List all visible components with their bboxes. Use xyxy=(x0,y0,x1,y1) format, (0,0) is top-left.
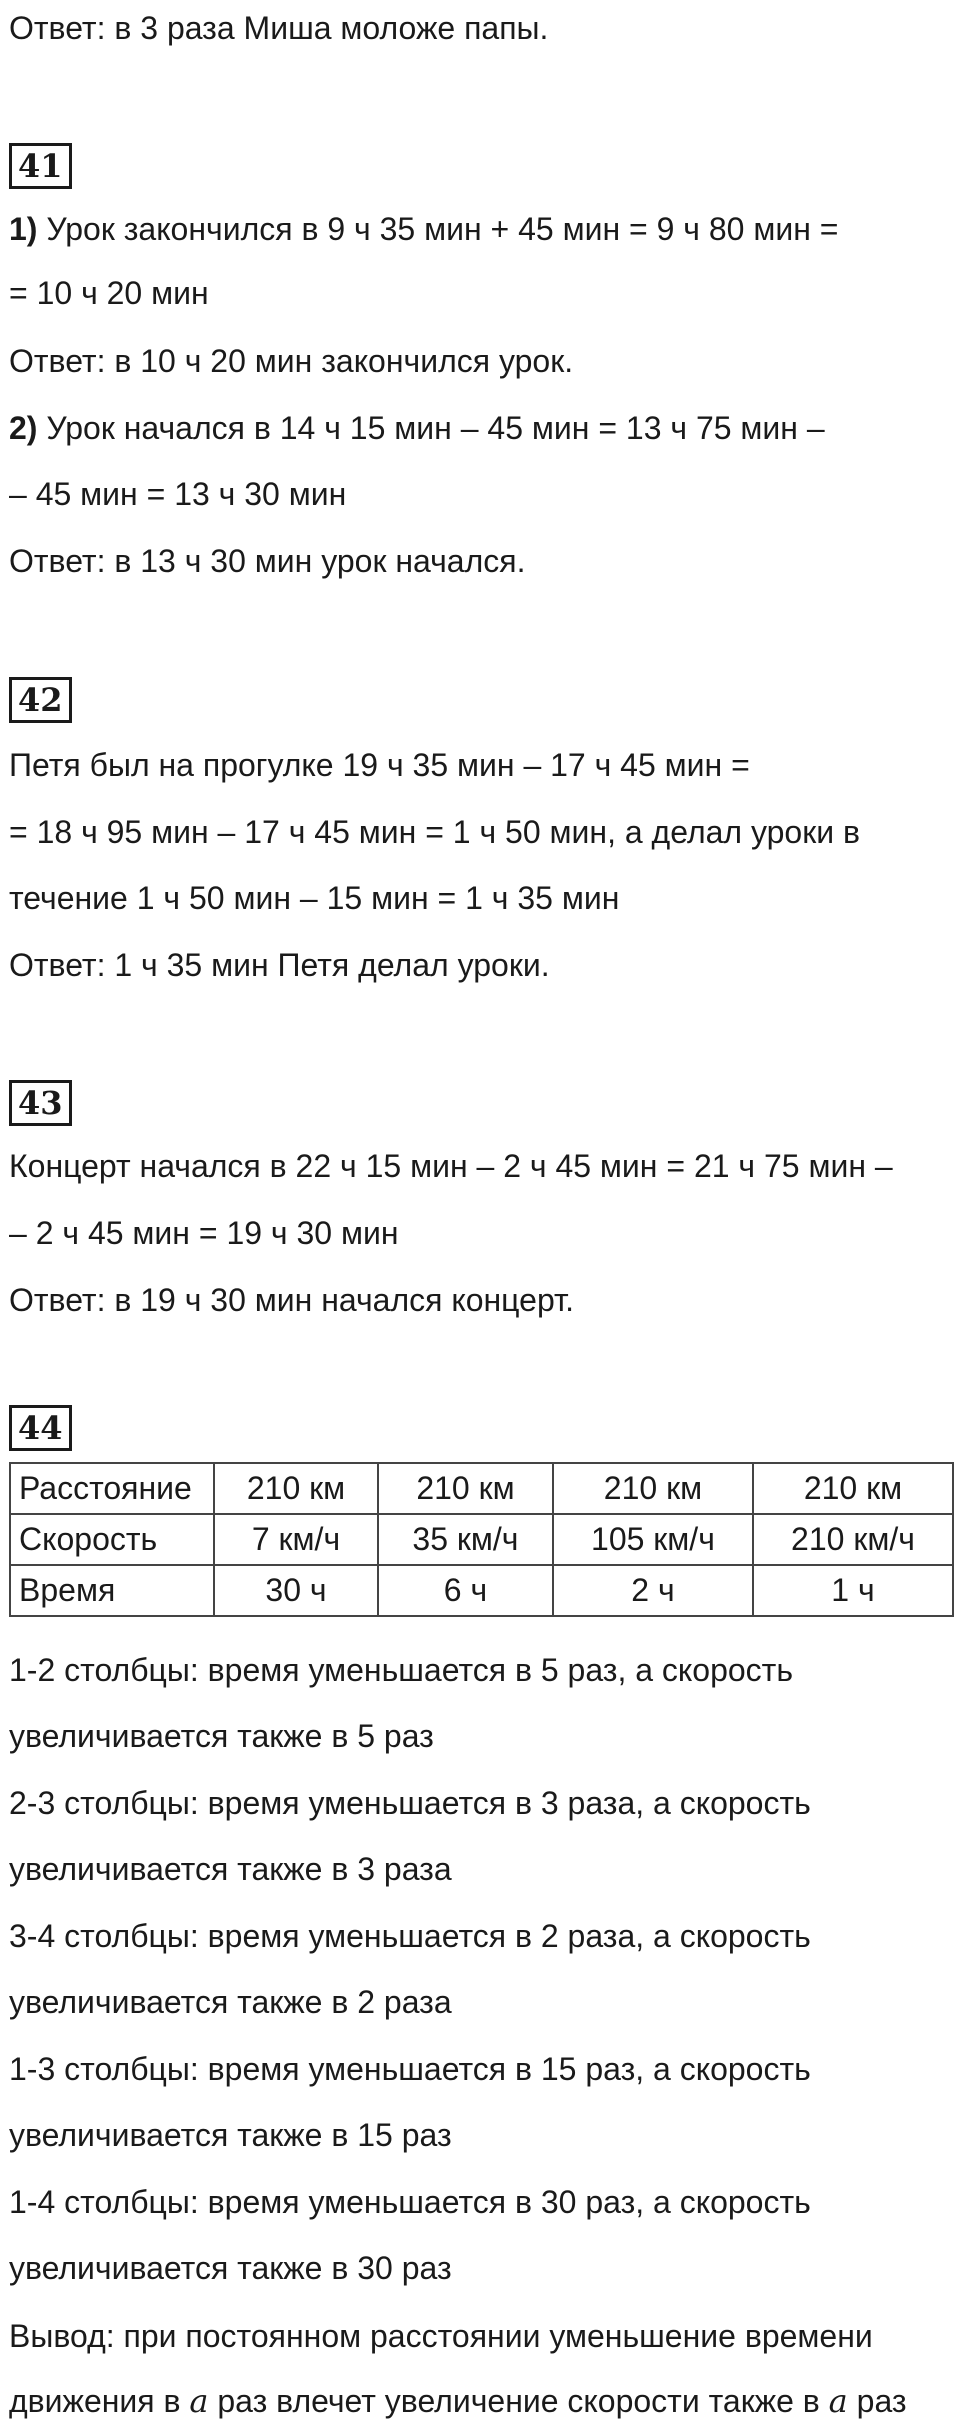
table-cell: 210 км xyxy=(753,1463,953,1514)
conclusion-text-start: движения в xyxy=(9,2383,190,2419)
task-44-note-10: увеличивается также в 30 раз xyxy=(9,2250,452,2286)
table-cell: 210 км xyxy=(553,1463,753,1514)
math-variable-a: a xyxy=(189,2382,209,2420)
table-cell: 210 км xyxy=(214,1463,378,1514)
table-row-speed xyxy=(10,1514,953,1565)
task-44-note-1: 1-2 столбцы: время уменьшается в 5 раз, а скорость xyxy=(9,1652,793,1688)
task-42-line3: течение 1 ч 50 мин – 15 мин = 1 ч 35 мин xyxy=(9,880,620,916)
table-cell: 2 ч xyxy=(553,1565,753,1616)
task-41-part1-text: Урок закончился в 9 ч 35 мин + 45 мин = 9 ч 80 мин = xyxy=(37,211,839,247)
task-42-line2: = 18 ч 95 мин – 17 ч 45 мин = 1 ч 50 мин, а делал уроки в xyxy=(9,814,860,850)
task-43-line2: – 2 ч 45 мин = 19 ч 30 мин xyxy=(9,1215,399,1251)
task-44-number: 44 xyxy=(9,1405,72,1451)
task-44-note-4: увеличивается также в 3 раза xyxy=(9,1851,452,1887)
task-44-conclusion-line1: Вывод: при постоянном расстоянии уменьшение времени xyxy=(9,2318,873,2354)
task-44-note-7: 1-3 столбцы: время уменьшается в 15 раз, а скорость xyxy=(9,2051,811,2087)
conclusion-text-mid: раз влечет увеличение скорости также в xyxy=(208,2383,829,2419)
table-cell: 7 км/ч xyxy=(214,1514,378,1565)
task-41-part2-answer: Ответ: в 13 ч 30 мин урок начался. xyxy=(9,543,526,579)
table-row-distance xyxy=(10,1463,953,1514)
task-44-note-8: увеличивается также в 15 раз xyxy=(9,2117,452,2153)
math-variable-a: a xyxy=(828,2382,848,2420)
task-41-part1-line1 xyxy=(9,209,838,249)
task-41-part2-line2: – 45 мин = 13 ч 30 мин xyxy=(9,476,347,512)
table-cell: 6 ч xyxy=(378,1565,553,1616)
intro-answer: Ответ: в 3 раза Миша моложе папы. xyxy=(9,10,549,46)
task-44-note-3: 2-3 столбцы: время уменьшается в 3 раза, а скорость xyxy=(9,1785,811,1821)
task-41-part2-line1 xyxy=(9,408,825,448)
task-44-note-2: увеличивается также в 5 раз xyxy=(9,1718,434,1754)
task-43-number: 43 xyxy=(9,1080,72,1126)
table-cell: 35 км/ч xyxy=(378,1514,553,1565)
task-42-number: 42 xyxy=(9,677,72,723)
table-cell: 1 ч xyxy=(753,1565,953,1616)
table-row-label: Расстояние xyxy=(10,1463,214,1514)
task-41-part1-label: 1) xyxy=(9,211,38,247)
task-41-number: 41 xyxy=(9,143,72,189)
table-row-label: Скорость xyxy=(10,1514,214,1565)
task-41-part1-line2: = 10 ч 20 мин xyxy=(9,275,209,311)
task-43-answer: Ответ: в 19 ч 30 мин начался концерт. xyxy=(9,1282,575,1318)
table-cell: 210 км/ч xyxy=(753,1514,953,1565)
task-42-line1: Петя был на прогулке 19 ч 35 мин – 17 ч 45 мин = xyxy=(9,747,750,783)
task-41-part2-text: Урок начался в 14 ч 15 мин – 45 мин = 13 ч 75 мин – xyxy=(37,410,825,446)
task-44-note-5: 3-4 столбцы: время уменьшается в 2 раза, а скорость xyxy=(9,1918,811,1954)
task-44-conclusion-line2 xyxy=(9,2381,907,2421)
table-cell: 105 км/ч xyxy=(553,1514,753,1565)
task-44-note-6: увеличивается также в 2 раза xyxy=(9,1984,452,2020)
task-44-note-9: 1-4 столбцы: время уменьшается в 30 раз, а скорость xyxy=(9,2184,811,2220)
distance-speed-time-table xyxy=(9,1462,954,1617)
conclusion-text-end: раз xyxy=(847,2383,907,2419)
task-42-answer: Ответ: 1 ч 35 мин Петя делал уроки. xyxy=(9,947,550,983)
table-cell: 30 ч xyxy=(214,1565,378,1616)
task-41-part2-label: 2) xyxy=(9,410,38,446)
task-41-part1-answer: Ответ: в 10 ч 20 мин закончился урок. xyxy=(9,343,574,379)
table-row-time xyxy=(10,1565,953,1616)
table-cell: 210 км xyxy=(378,1463,553,1514)
table-row-label: Время xyxy=(10,1565,214,1616)
task-43-line1: Концерт начался в 22 ч 15 мин – 2 ч 45 мин = 21 ч 75 мин – xyxy=(9,1148,893,1184)
